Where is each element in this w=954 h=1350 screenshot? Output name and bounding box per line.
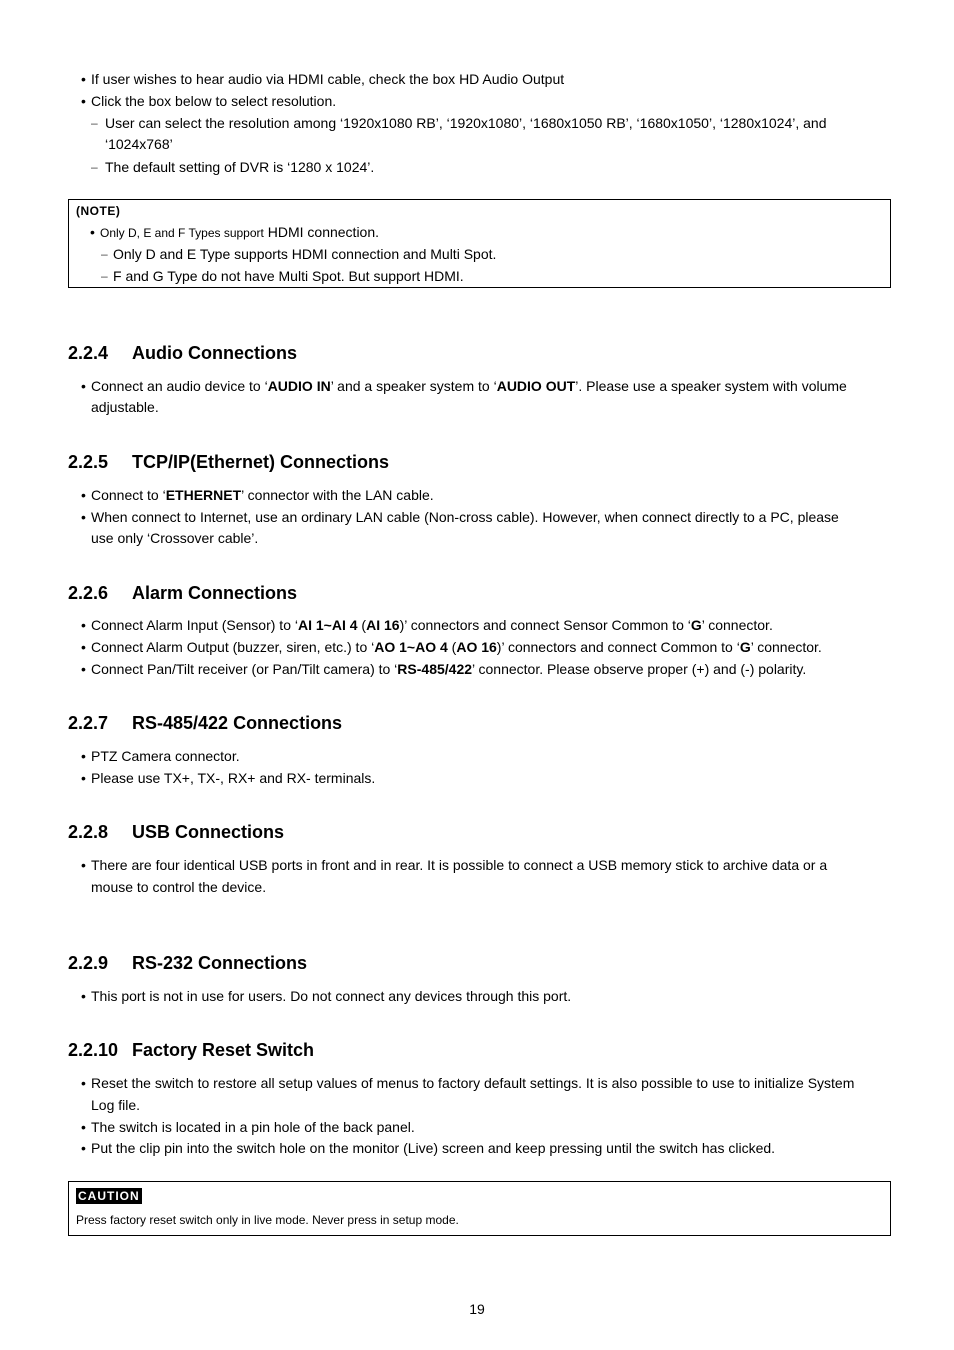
page-number: 19 bbox=[469, 1301, 485, 1317]
section-heading-factory-reset: 2.2.10 Factory Reset Switch bbox=[68, 1040, 315, 1060]
resolution-options-line1: User can select the resolution among ‘1920x1080 RB’, ‘1920x1080’, ‘1680x1050 RB’, ‘1680x1050’, ‘1280x1024’, and bbox=[105, 115, 827, 131]
terminals-text: Please use TX+, TX-, RX+ and RX- terminals. bbox=[91, 770, 376, 786]
bullet: • bbox=[81, 1140, 86, 1156]
bullet: • bbox=[81, 857, 86, 873]
reset-text-line1: Reset the switch to restore all setup values of menus to factory default settings. It is also possible to use to initialize System bbox=[91, 1075, 855, 1091]
bullet: • bbox=[81, 639, 86, 655]
section-heading-rs485: 2.2.7 RS-485/422 Connections bbox=[68, 713, 343, 733]
section-heading-ethernet: 2.2.5 TCP/IP(Ethernet) Connections bbox=[68, 452, 390, 472]
default-resolution-text: The default setting of DVR is ‘1280 x 1024’. bbox=[105, 159, 375, 175]
rs232-text: This port is not in use for users. Do not connect any devices through this port. bbox=[91, 988, 572, 1004]
note-hdmi-support: Only D, E and F Types support HDMI connection. bbox=[100, 224, 380, 240]
bullet: • bbox=[81, 378, 86, 394]
usb-text-line1: There are four identical USB ports in front and in rear. It is possible to connect a USB memory stick to archive data or a bbox=[91, 857, 828, 873]
ptz-text: PTZ Camera connector. bbox=[91, 748, 240, 764]
bullet: • bbox=[81, 770, 86, 786]
bullet: • bbox=[81, 748, 86, 764]
bullet: • bbox=[81, 71, 86, 87]
bullet: • bbox=[81, 1119, 86, 1135]
section-heading-usb: 2.2.8 USB Connections bbox=[68, 822, 285, 842]
note-multispot-de: Only D and E Type supports HDMI connection and Multi Spot. bbox=[113, 246, 497, 262]
bullet: • bbox=[81, 617, 86, 633]
dash: – bbox=[101, 269, 108, 283]
bullet: • bbox=[81, 988, 86, 1004]
pan-tilt-text: Connect Pan/Tilt receiver (or Pan/Tilt camera) to ‘RS-485/422’ connector. Please observe proper (+) and (-) polarity. bbox=[91, 661, 807, 677]
audio-text-line1: Connect an audio device to ‘AUDIO IN’ and a speaker system to ‘AUDIO OUT’. Please use a speaker system with volume bbox=[91, 378, 847, 394]
section-heading-alarm: 2.2.6 Alarm Connections bbox=[68, 583, 298, 603]
resolution-options-line2: ‘1024x768’ bbox=[105, 136, 173, 152]
caution-label: CAUTION bbox=[78, 1189, 140, 1203]
bullet: • bbox=[81, 509, 86, 525]
dash: – bbox=[91, 116, 98, 130]
section-heading-rs232: 2.2.9 RS-232 Connections bbox=[68, 953, 308, 973]
note-multispot-fg: F and G Type do not have Multi Spot. But support HDMI. bbox=[113, 268, 464, 284]
resolution-text: Click the box below to select resolution. bbox=[91, 93, 337, 109]
audio-text-line2: adjustable. bbox=[91, 399, 159, 415]
note-title: (NOTE) bbox=[76, 204, 121, 218]
clip-pin-text: Put the clip pin into the switch hole on the monitor (Live) screen and keep pressing until the switch has clicked. bbox=[91, 1140, 776, 1156]
bullet: • bbox=[81, 1075, 86, 1091]
alarm-output-text: Connect Alarm Output (buzzer, siren, etc.) to ‘AO 1~AO 4 (AO 16)’ connectors and connect Common to ‘G’ connector. bbox=[91, 639, 822, 655]
reset-text-line2: Log file. bbox=[91, 1097, 141, 1113]
pin-hole-text: The switch is located in a pin hole of the back panel. bbox=[91, 1119, 415, 1135]
hdmi-audio-text: If user wishes to hear audio via HDMI cable, check the box HD Audio Output bbox=[91, 71, 565, 87]
section-heading-audio: 2.2.4 Audio Connections bbox=[68, 343, 297, 363]
dash: – bbox=[91, 160, 98, 174]
bullet: • bbox=[90, 224, 95, 240]
caution-text: Press factory reset switch only in live mode. Never press in setup mode. bbox=[76, 1213, 459, 1227]
bullet: • bbox=[81, 661, 86, 677]
lan-cable-text-line2: use only ‘Crossover cable’. bbox=[91, 530, 259, 546]
bullet: • bbox=[81, 93, 86, 109]
lan-cable-text-line1: When connect to Internet, use an ordinary LAN cable (Non-cross cable). However, when connect directly to a PC, please bbox=[91, 509, 839, 525]
usb-text-line2: mouse to control the device. bbox=[91, 879, 267, 895]
bullet: • bbox=[81, 487, 86, 503]
alarm-input-text: Connect Alarm Input (Sensor) to ‘AI 1~AI 4 (AI 16)’ connectors and connect Sensor Common to ‘G’ connector. bbox=[91, 617, 773, 633]
dash: – bbox=[101, 247, 108, 261]
ethernet-text: Connect to ‘ETHERNET’ connector with the LAN cable. bbox=[91, 487, 434, 503]
